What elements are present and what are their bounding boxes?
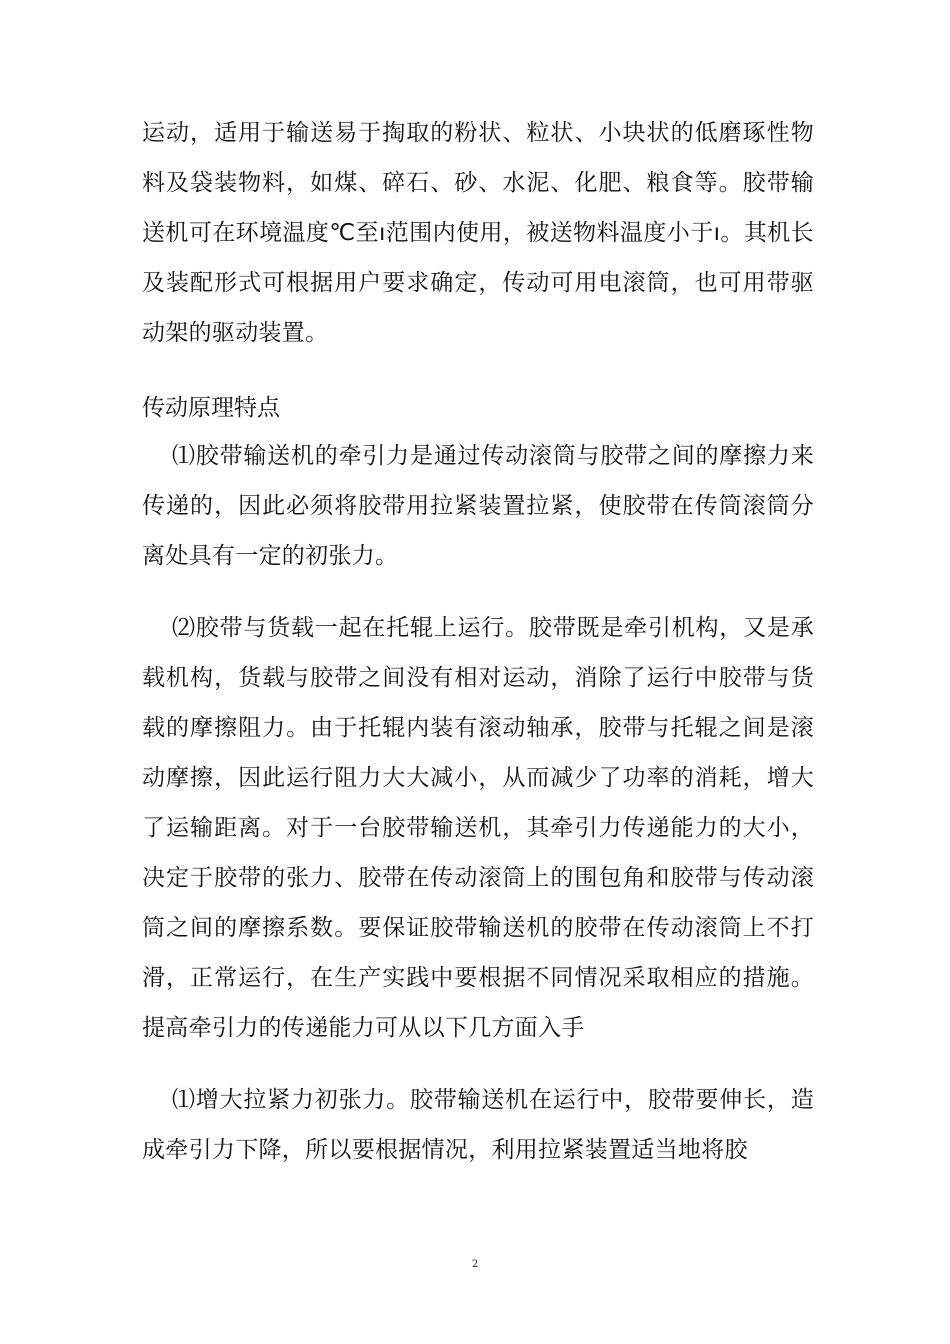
- section-heading: 传动原理特点: [142, 395, 280, 421]
- paragraph-principle-2: ⑵胶带与货载一起在托辊上运行。胶带既是牵引机构，又是承载机构，货载与胶带之间没有相对运动，消除了运行中胶带与货载的摩擦阻力。由于托辊内装有滚动轴承，胶带与托辊之间是滚动摩擦，因此运行阻力大大减小，从而减少了功率的消耗，增大了运输距离。对于一台胶带输送机，其牵引力传递能力的大小，决定于胶带的张力、胶带在传动滚筒上的围包角和胶带与传动滚筒之间的摩擦系数。要保证胶带输送机的胶带在传动滚筒上不打滑，正常运行，在生产实践中要根据不同情况采取相应的措施。提高牵引力的传递能力可从以下几方面入手: [142, 615, 814, 1041]
- document-body: [142, 108, 814, 1175]
- page-number: 2: [471, 1259, 479, 1270]
- paragraph-application: 运动，适用于输送易于掏取的粉状、粒状、小块状的低磨琢性物料及袋装物料，如煤、碎石、砂、水泥、化肥、粮食等。胶带输送机可在环境温度℃至ı范围内使用，被送物料温度小于ı。其机长及装配形式可根据用户要求确定，传动可用电滚筒，也可用带驱动架的驱动装置。: [142, 120, 814, 346]
- paragraph-principle-1: ⑴胶带输送机的牵引力是通过传动滚筒与胶带之间的摩擦力来传递的，因此必须将胶带用拉紧装置拉紧，使胶带在传筒滚筒分离处具有一定的初张力。: [142, 443, 814, 569]
- paragraph-measure-1: ⑴增大拉紧力初张力。胶带输送机在运行中，胶带要伸长，造成牵引力下降，所以要根据情况，利用拉紧装置适当地将胶: [142, 1087, 814, 1163]
